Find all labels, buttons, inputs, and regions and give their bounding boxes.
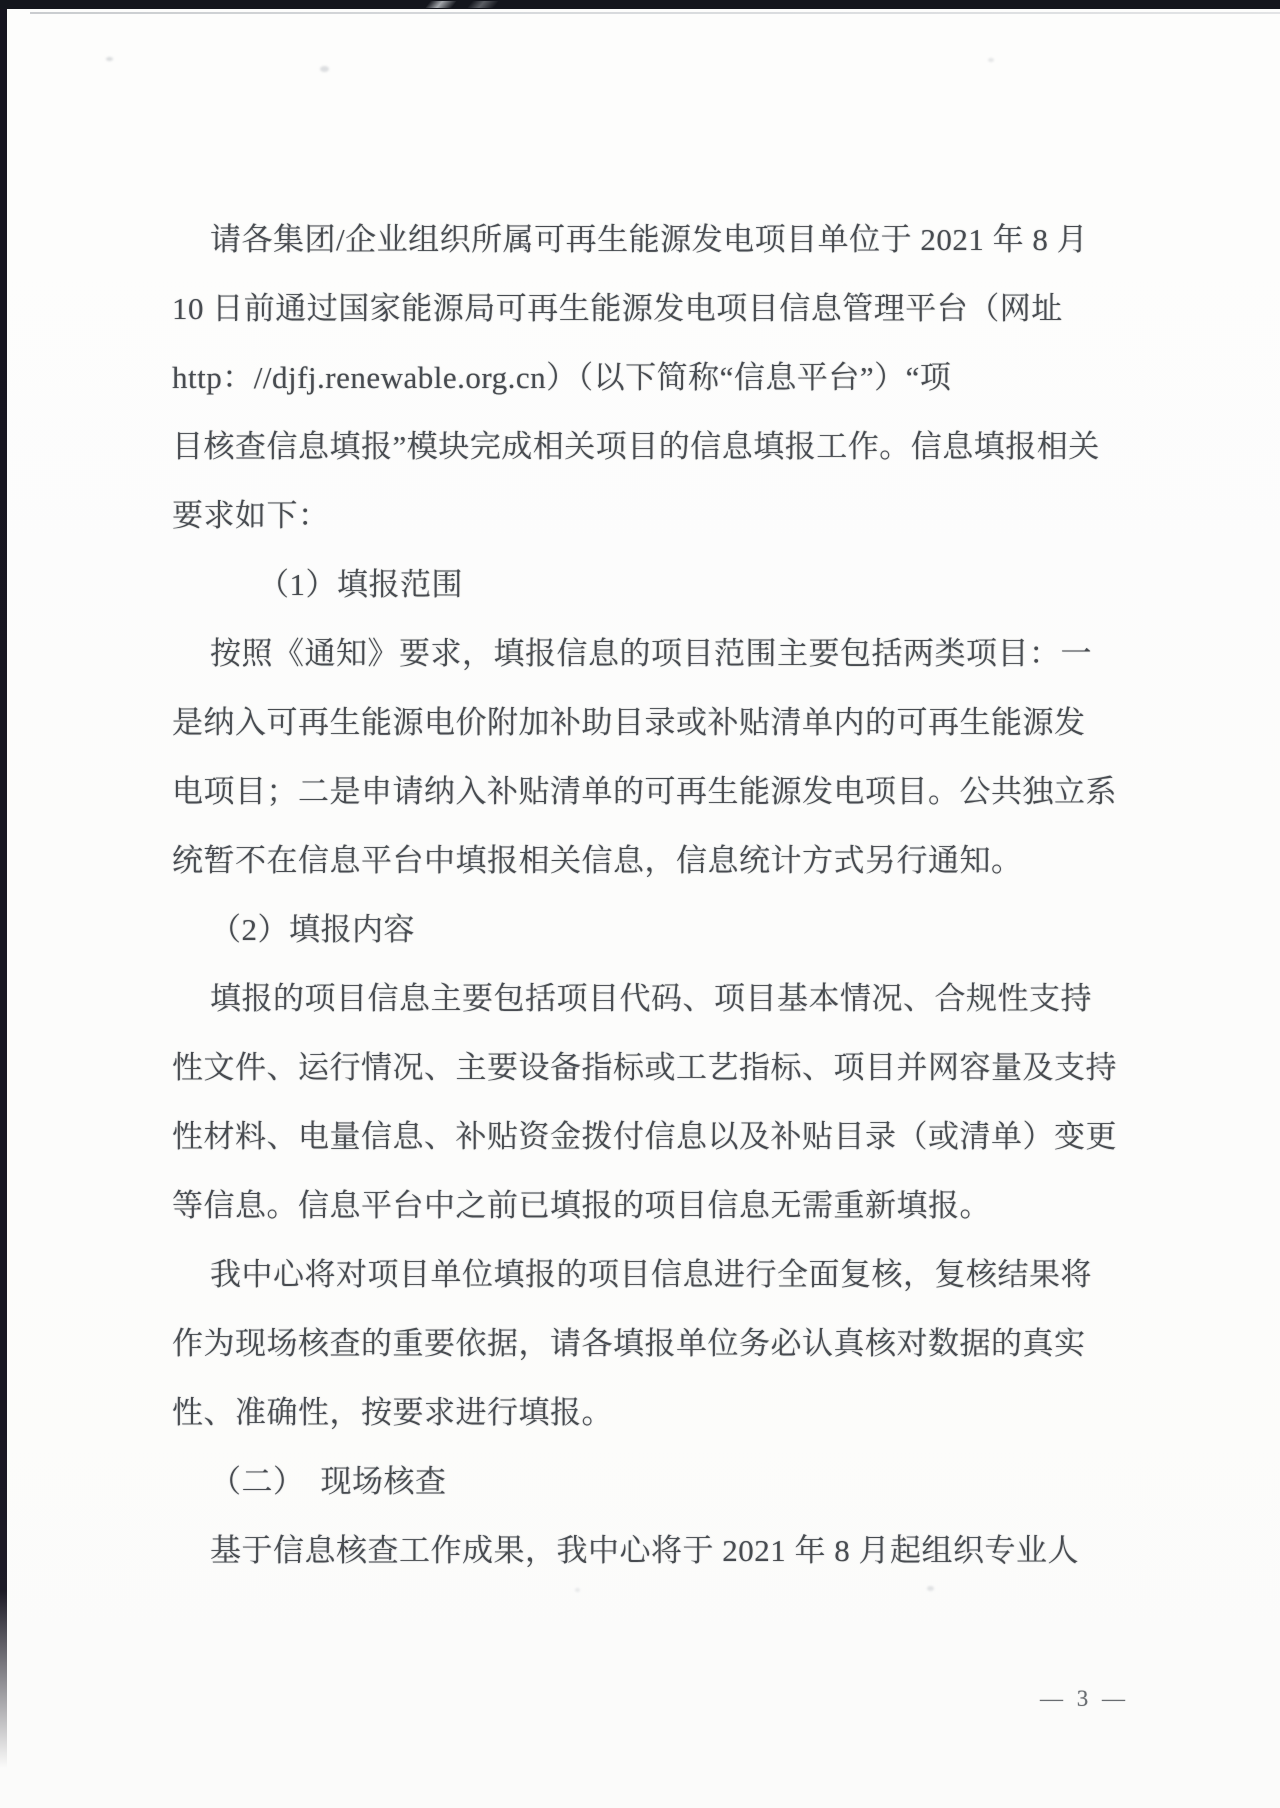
document-line: 性文件、运行情况、主要设备指标或工艺指标、项目并网容量及支持 bbox=[172, 1050, 1117, 1085]
document-line: 目核查信息填报”模块完成相关项目的信息填报工作。信息填报相关 bbox=[172, 429, 1100, 464]
document-line: 统暂不在信息平台中填报相关信息，信息统计方式另行通知。 bbox=[172, 843, 1023, 878]
document-line: 基于信息核查工作成果，我中心将于 2021 年 8 月起组织专业人 bbox=[210, 1533, 1079, 1568]
document-line: 填报的项目信息主要包括项目代码、项目基本情况、合规性支持 bbox=[210, 981, 1092, 1016]
document-line: 作为现场核查的重要依据，请各填报单位务必认真核对数据的真实 bbox=[172, 1326, 1086, 1361]
document-line: 性、准确性，按要求进行填报。 bbox=[172, 1395, 613, 1430]
scan-edge-left bbox=[0, 0, 7, 1768]
scan-edge-notch bbox=[426, 1, 457, 8]
scan-speck bbox=[575, 1588, 580, 1592]
scan-edge-top bbox=[0, 0, 1280, 9]
scan-speck bbox=[320, 66, 329, 72]
document-body bbox=[172, 205, 1117, 1585]
document-line: 10 日前通过国家能源局可再生能源发电项目信息管理平台（网址 bbox=[172, 291, 1063, 326]
document-line: （2）填报内容 bbox=[210, 912, 415, 947]
document-line: http：//djfj.renewable.org.cn）（以下简称“信息平台”）“项 bbox=[172, 360, 952, 395]
scan-speck bbox=[106, 57, 113, 61]
scan-speck bbox=[927, 1586, 934, 1591]
document-line: 等信息。信息平台中之前已填报的项目信息无需重新填报。 bbox=[172, 1188, 991, 1223]
document-line: 要求如下： bbox=[172, 498, 330, 533]
document-line: 性材料、电量信息、补贴资金拨付信息以及补贴目录（或清单）变更 bbox=[172, 1119, 1117, 1154]
scan-artifact-line bbox=[30, 12, 1280, 14]
page-number: — 3 — bbox=[1040, 1686, 1129, 1711]
scan-edge-notch bbox=[468, 1, 499, 8]
document-line: 是纳入可再生能源电价附加补助目录或补贴清单内的可再生能源发 bbox=[172, 705, 1086, 740]
document-line: 电项目；二是申请纳入补贴清单的可再生能源发电项目。公共独立系 bbox=[172, 774, 1117, 809]
document-line: 请各集团/企业组织所属可再生能源发电项目单位于 2021 年 8 月 bbox=[210, 222, 1089, 257]
document-line: （二） 现场核查 bbox=[210, 1464, 447, 1499]
document-line: （1）填报范围 bbox=[258, 567, 463, 602]
document-line: 我中心将对项目单位填报的项目信息进行全面复核，复核结果将 bbox=[210, 1257, 1092, 1292]
document-line: 按照《通知》要求，填报信息的项目范围主要包括两类项目：一 bbox=[210, 636, 1092, 671]
scan-speck bbox=[988, 58, 994, 62]
